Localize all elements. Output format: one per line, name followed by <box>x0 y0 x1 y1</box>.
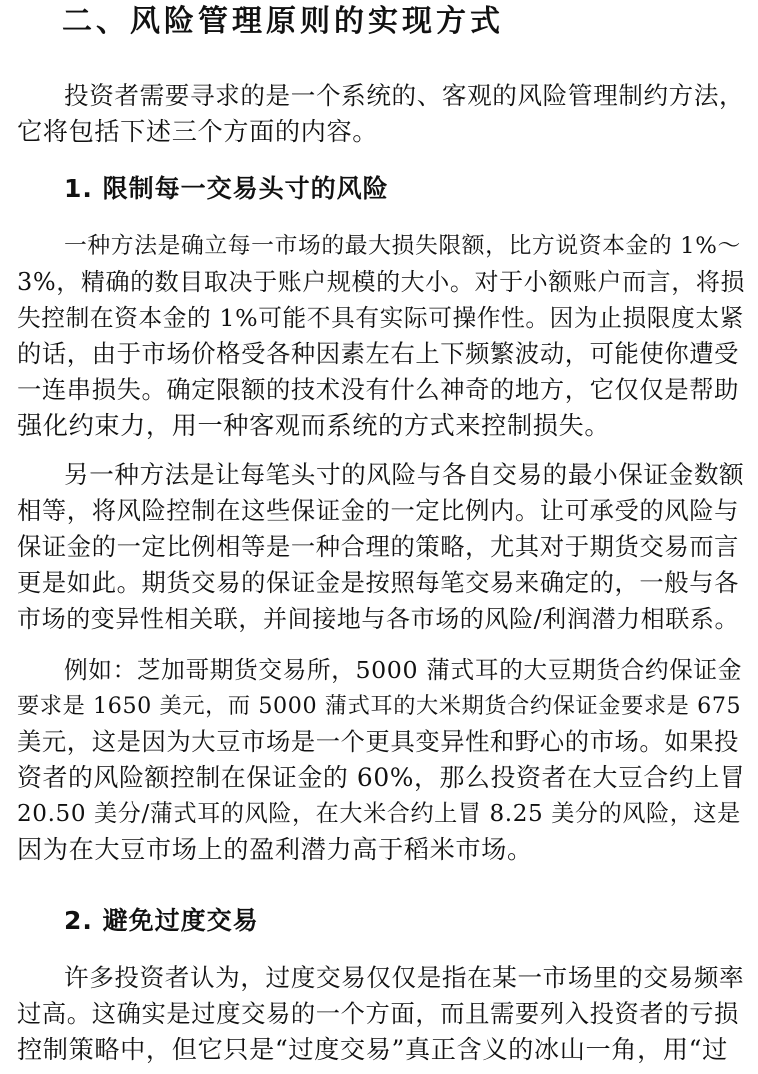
s1-p1-line-4: 的话，由于市场价格受各种因素左右上下频繁波动，可能使你遭受 <box>17 339 740 368</box>
intro-line-1: 投资者需要寻求的是一个系统的、客观的风险管理制约方法， <box>64 81 745 110</box>
s1-p3-line-5: 20.50 美分/蒲式耳的风险，在大米合约上冒 8.25 美分的风险，这是 <box>17 801 741 827</box>
intro-line-2: 它将包括下述三个方面的内容。 <box>17 117 379 146</box>
s1-p3-line-4: 资者的风险额控制在保证金的 60%，那么投资者在大豆合约上冒 <box>17 763 746 792</box>
subsection-2-title: 2. 避免过度交易 <box>64 906 259 935</box>
s2-p1-line-1: 许多投资者认为，过度交易仅仅是指在某一市场里的交易频率 <box>64 963 745 992</box>
s2-p1-line-3: 控制策略中，但它只是“过度交易”真正含义的冰山一角，用“过 <box>17 1035 728 1064</box>
s1-p1-line-3: 失控制在资本金的 1%可能不具有实际可操作性。因为止损限度太紧 <box>17 304 744 332</box>
s1-p3-line-6: 因为在大豆市场上的盈利潜力高于稻米市场。 <box>17 835 533 864</box>
s1-p1-line-5: 一连串损失。确定限额的技术没有什么神奇的地方，它仅仅是帮助 <box>17 375 740 404</box>
s1-p2-line-3: 保证金的一定比例相等是一种合理的策略，尤其对于期货交易而言 <box>17 532 740 561</box>
s1-p2-line-2: 相等，将风险控制在这些保证金的一定比例内。让可承受的风险与 <box>17 496 740 525</box>
s1-p1-line-6: 强化约束力，用一种客观而系统的方式来控制损失。 <box>17 411 611 440</box>
s2-p1-line-2: 过高。这确实是过度交易的一个方面，而且需要列入投资者的亏损 <box>17 999 740 1028</box>
s1-p3-line-2: 要求是 1650 美元，而 5000 蒲式耳的大米期货合约保证金要求是 675 <box>17 693 742 719</box>
s1-p2-line-5: 市场的变异性相关联，并间接地与各市场的风险/利润潜力相联系。 <box>17 605 740 633</box>
s1-p3-line-3: 美元，这是因为大豆市场是一个更具变异性和野心的市场。如果投 <box>17 727 740 756</box>
section-title: 二、风险管理原则的实现方式 <box>62 4 504 39</box>
s1-p1-line-2: 3%，精确的数目取决于账户规模的大小。对于小额账户而言，将损 <box>17 268 746 296</box>
s1-p2-line-4: 更是如此。期货交易的保证金是按照每笔交易来确定的，一般与各 <box>17 568 740 597</box>
subsection-1-title: 1. 限制每一交易头寸的风险 <box>64 174 389 203</box>
s1-p3-line-1: 例如：芝加哥期货交易所，5000 蒲式耳的大豆期货合约保证金 <box>64 656 743 684</box>
s1-p1-line-1: 一种方法是确立每一市场的最大损失限额，比方说资本金的 1%～ <box>64 233 741 259</box>
s1-p2-line-1: 另一种方法是让每笔头寸的风险与各自交易的最小保证金数额 <box>64 460 745 489</box>
